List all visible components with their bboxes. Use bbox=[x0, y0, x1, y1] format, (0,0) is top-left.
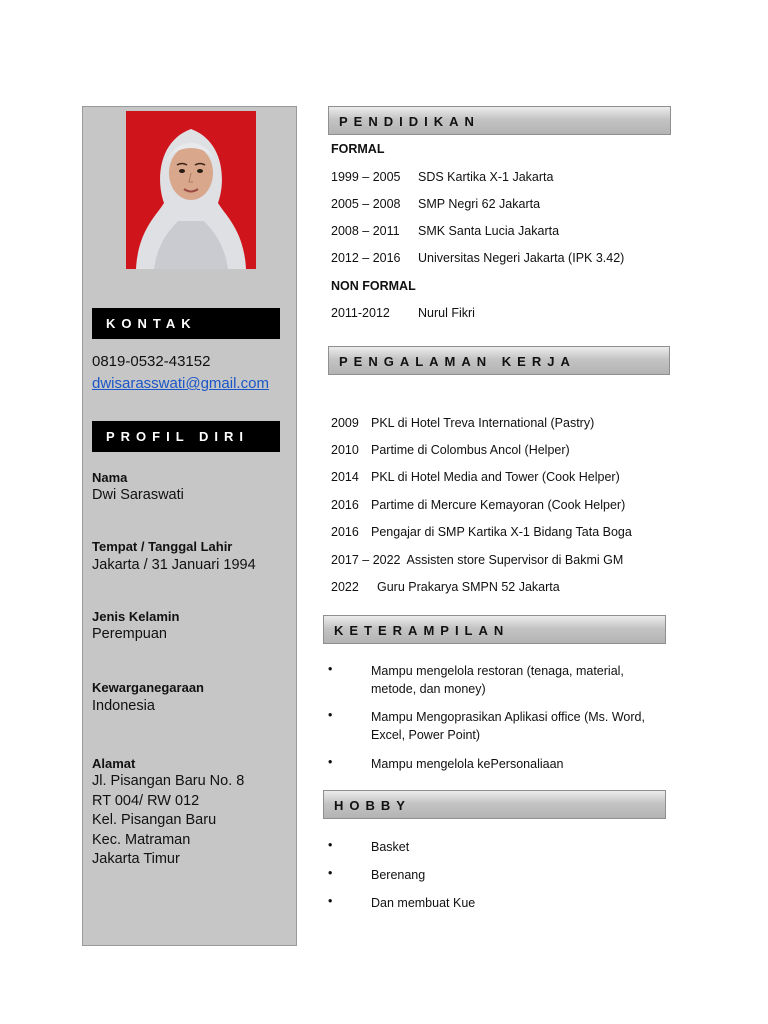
experience-row bbox=[331, 470, 620, 484]
education-years: 2008 – 2011 bbox=[331, 224, 400, 238]
education-heading: PENDIDIKAN bbox=[328, 106, 671, 135]
profile-photo bbox=[126, 111, 256, 269]
experience-row bbox=[331, 553, 623, 567]
education-school: SDS Kartika X-1 Jakarta bbox=[418, 170, 554, 184]
education-school: Nurul Fikri bbox=[418, 306, 475, 320]
skill-item: Mampu Mengoprasikan Aplikasi office (Ms. Word, Excel, Power Point) bbox=[371, 710, 645, 742]
education-row bbox=[331, 224, 559, 238]
experience-desc: PKL di Hotel Media and Tower (Cook Helper) bbox=[371, 470, 620, 484]
education-row bbox=[331, 251, 624, 265]
education-school: SMP Negri 62 Jakarta bbox=[418, 197, 541, 211]
education-row bbox=[331, 197, 540, 211]
nonformal-label: NON FORMAL bbox=[331, 279, 416, 293]
experience-desc: PKL di Hotel Treva International (Pastry) bbox=[371, 416, 595, 430]
phone-number: 0819-0532-43152 bbox=[92, 353, 211, 370]
experience-desc: Guru Prakarya SMPN 52 Jakarta bbox=[377, 580, 560, 594]
address-line: RT 004/ RW 012 bbox=[92, 792, 200, 809]
gender-value: Perempuan bbox=[92, 626, 167, 642]
bullet-icon: • bbox=[328, 755, 333, 769]
experience-desc: Partime di Colombus Ancol (Helper) bbox=[371, 443, 570, 457]
nationality-label: Kewarganegaraan bbox=[92, 680, 204, 695]
profile-heading: PROFIL DIRI bbox=[92, 421, 280, 452]
experience-row bbox=[331, 498, 625, 512]
birth-label: Tempat / Tanggal Lahir bbox=[92, 539, 233, 554]
sidebar bbox=[82, 106, 297, 946]
hobby-item: Basket bbox=[371, 840, 410, 854]
hobby-item: Dan membuat Kue bbox=[371, 896, 476, 910]
address-value bbox=[92, 772, 244, 870]
experience-desc: Assisten store Supervisor di Bakmi GM bbox=[406, 553, 624, 567]
address-line: Jl. Pisangan Baru No. 8 bbox=[92, 773, 245, 789]
experience-row bbox=[331, 525, 632, 539]
experience-year: 2017 – 2022 bbox=[331, 553, 401, 567]
bullet-icon: • bbox=[328, 894, 333, 908]
address-line: Kec. Matraman bbox=[92, 831, 191, 848]
bullet-icon: • bbox=[328, 866, 333, 880]
name-label: Nama bbox=[92, 470, 128, 485]
experience-desc: Partime di Mercure Kemayoran (Cook Helper) bbox=[371, 498, 626, 512]
bullet-icon: • bbox=[328, 662, 333, 676]
experience-year: 2009 bbox=[331, 416, 359, 430]
skills-heading: KETERAMPILAN bbox=[323, 615, 666, 644]
experience-year: 2010 bbox=[331, 443, 359, 457]
address-line: Jakarta Timur bbox=[92, 851, 180, 867]
person-portrait-icon bbox=[126, 111, 256, 269]
education-school: SMK Santa Lucia Jakarta bbox=[418, 224, 560, 238]
education-years: 2005 – 2008 bbox=[331, 197, 401, 211]
gender-label: Jenis Kelamin bbox=[92, 609, 180, 624]
email-link[interactable]: dwisarasswati@gmail.com bbox=[92, 375, 269, 392]
experience-row bbox=[331, 443, 570, 457]
education-row bbox=[331, 170, 553, 184]
experience-row bbox=[331, 580, 560, 594]
skill-item: Mampu mengelola restoran (tenaga, material, metode, dan money) bbox=[371, 664, 624, 696]
address-line: Kel. Pisangan Baru bbox=[92, 812, 217, 828]
experience-desc: Pengajar di SMP Kartika X-1 Bidang Tata Boga bbox=[371, 525, 632, 539]
hobby-heading: HOBBY bbox=[323, 790, 666, 819]
contact-heading: KONTAK bbox=[92, 308, 280, 339]
experience-year: 2014 bbox=[331, 470, 359, 484]
hobby-item: Berenang bbox=[371, 868, 426, 882]
bullet-icon: • bbox=[328, 838, 333, 852]
education-years: 2012 – 2016 bbox=[331, 251, 401, 265]
bullet-icon: • bbox=[328, 708, 333, 722]
experience-year: 2016 bbox=[331, 498, 359, 512]
experience-row bbox=[331, 416, 594, 430]
name-value: Dwi Saraswati bbox=[92, 487, 184, 503]
education-years: 1999 – 2005 bbox=[331, 170, 401, 184]
education-row bbox=[331, 306, 475, 320]
education-years: 2011-2012 bbox=[331, 306, 390, 320]
experience-heading: PENGALAMAN KERJA bbox=[328, 346, 670, 375]
experience-year: 2022 bbox=[331, 580, 359, 594]
skill-item: Mampu mengelola kePersonaliaan bbox=[371, 757, 564, 771]
education-school: Universitas Negeri Jakarta (IPK 3.42) bbox=[418, 251, 625, 265]
birth-value: Jakarta / 31 Januari 1994 bbox=[92, 557, 256, 573]
formal-label: FORMAL bbox=[331, 142, 385, 156]
nationality-value: Indonesia bbox=[92, 698, 155, 714]
address-label: Alamat bbox=[92, 756, 136, 771]
experience-year: 2016 bbox=[331, 525, 359, 539]
